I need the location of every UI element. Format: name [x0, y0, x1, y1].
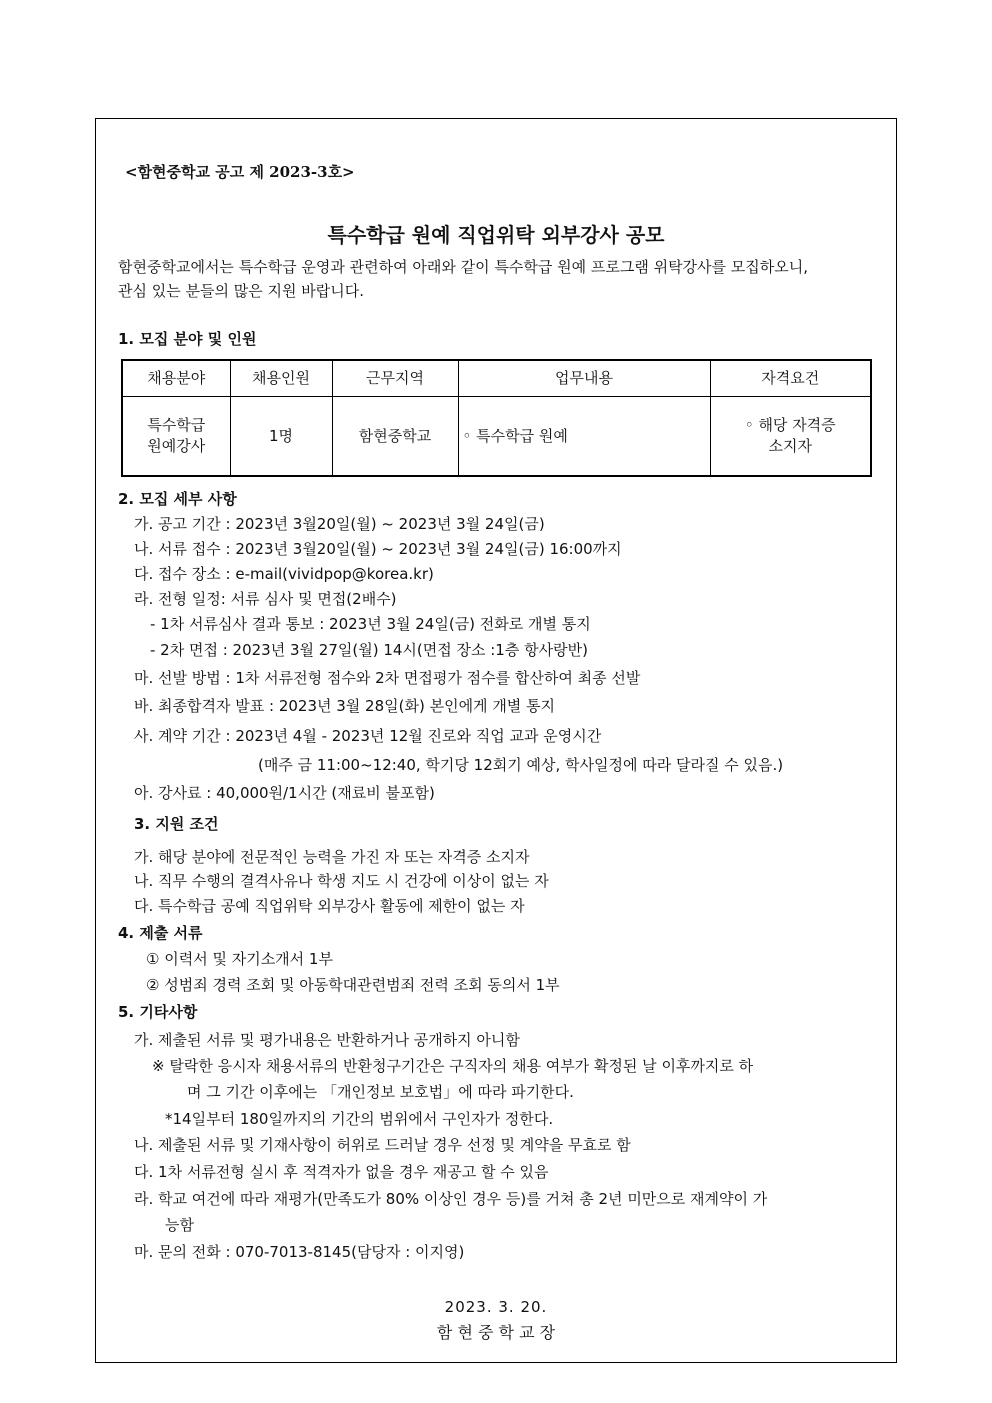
cell-count: 1명 — [230, 397, 332, 477]
cell-duties: ◦ 특수학급 원예 — [458, 397, 710, 477]
section-3-item: 다. 특수학급 공예 직업위탁 외부강사 활동에 제한이 없는 자 — [134, 897, 525, 915]
section-2-item: 다. 접수 장소 : e-mail(vividpop@korea.kr) — [134, 565, 434, 583]
recruitment-table — [121, 359, 872, 477]
cell-location: 함현중학교 — [332, 397, 458, 477]
notice-number: <함현중학교 공고 제 2023-3호> — [125, 163, 355, 181]
section-1-heading: 1. 모집 분야 및 인원 — [118, 330, 257, 348]
section-5-item: 가. 제출된 서류 및 평가내용은 반환하거나 공개하지 아니함 — [134, 1031, 520, 1049]
header-location: 근무지역 — [332, 360, 458, 397]
section-5-item: 다. 1차 서류전형 실시 후 적격자가 없을 경우 재공고 할 수 있음 — [134, 1163, 549, 1181]
document-date: 2023. 3. 20. — [444, 1298, 548, 1316]
cell-qualification — [710, 397, 871, 477]
section-5-item: 마. 문의 전화 : 070-7013-8145(담당자 : 이지영) — [134, 1243, 465, 1261]
header-field: 채용분야 — [122, 360, 230, 397]
section-2-subitem: - 1차 서류심사 결과 통보 : 2023년 3월 24일(금) 전화로 개별 통지 — [150, 615, 591, 633]
section-5-note: *14일부터 180일까지의 기간의 범위에서 구인자가 정한다. — [165, 1110, 554, 1128]
cell-qualification-line-1: ◦ 해당 자격증 — [744, 416, 836, 434]
table-header-row — [122, 360, 871, 397]
section-4-item: ① 이력서 및 자기소개서 1부 — [146, 950, 333, 968]
table-row — [122, 397, 871, 477]
section-2-heading: 2. 모집 세부 사항 — [118, 490, 237, 508]
header-duties: 업무내용 — [458, 360, 710, 397]
section-2-item: 아. 강사료 : 40,000원/1시간 (재료비 불포함) — [134, 784, 435, 802]
cell-field-line-1: 특수학급 — [147, 416, 206, 434]
section-3-item: 가. 해당 분야에 전문적인 능력을 가진 자 또는 자격증 소지자 — [134, 848, 530, 866]
section-4-heading: 4. 제출 서류 — [118, 924, 203, 942]
section-4-item: ② 성범죄 경력 조회 및 아동학대관련범죄 전력 조회 동의서 1부 — [146, 976, 560, 994]
section-5-note: ※ 탈락한 응시자 채용서류의 반환청구기간은 구직자의 채용 여부가 확정된 날 이후까지로 하 — [152, 1057, 754, 1075]
section-3-heading: 3. 지원 조건 — [134, 815, 219, 833]
header-qualification: 자격요건 — [710, 360, 871, 397]
cell-qualification-line-2: 소지자 — [768, 437, 812, 455]
section-5-heading: 5. 기타사항 — [118, 1003, 198, 1021]
section-5-note: 며 그 기간 이후에는 「개인정보 보호법」에 따라 파기한다. — [187, 1083, 574, 1101]
cell-field — [122, 397, 230, 477]
section-2-item-note: (매주 금 11:00~12:40, 학기당 12회기 예상, 학사일정에 따라 달라질 수 있음.) — [258, 756, 784, 774]
intro-line-2: 관심 있는 분들의 많은 지원 바랍니다. — [118, 282, 364, 300]
header-count: 채용인원 — [230, 360, 332, 397]
section-3-item: 나. 직무 수행의 결격사유나 학생 지도 시 건강에 이상이 없는 자 — [134, 872, 549, 890]
principal-signature: 함 현 중 학 교 장 — [436, 1323, 556, 1342]
section-2-subitem: - 2차 면접 : 2023년 3월 27일(월) 14시(면접 장소 :1층 항사랑반) — [150, 641, 588, 659]
section-5-item: 라. 학교 여건에 따라 재평가(만족도가 80% 이상인 경우 등)를 거쳐 총 2년 미만으로 재계약이 가 — [134, 1190, 768, 1208]
section-2-item: 나. 서류 접수 : 2023년 3월20일(월) ~ 2023년 3월 24일(금) 16:00까지 — [134, 540, 622, 558]
section-2-item: 바. 최종합격자 발표 : 2023년 3월 28일(화) 본인에게 개별 통지 — [134, 697, 556, 715]
section-5-item-cont: 능함 — [165, 1216, 194, 1234]
section-2-item: 라. 전형 일정: 서류 심사 및 면접(2배수) — [134, 590, 397, 608]
section-2-item: 사. 계약 기간 : 2023년 4월 - 2023년 12월 진로와 직업 교과 운영시간 — [134, 727, 602, 745]
section-2-item: 마. 선발 방법 : 1차 서류전형 점수와 2차 면접평가 점수를 합산하여 최종 선발 — [134, 669, 641, 687]
section-5-item: 나. 제출된 서류 및 기재사항이 허위로 드러날 경우 선정 및 계약을 무효로 함 — [134, 1136, 631, 1154]
intro-line-1: 함현중학교에서는 특수학급 운영과 관련하여 아래와 같이 특수학급 원예 프로그램 위탁강사를 모집하오니, — [118, 258, 809, 276]
cell-field-line-2: 원예강사 — [147, 437, 206, 455]
document-title: 특수학급 원예 직업위탁 외부강사 공모 — [327, 223, 665, 247]
section-2-item: 가. 공고 기간 : 2023년 3월20일(월) ~ 2023년 3월 24일(금) — [134, 515, 545, 533]
